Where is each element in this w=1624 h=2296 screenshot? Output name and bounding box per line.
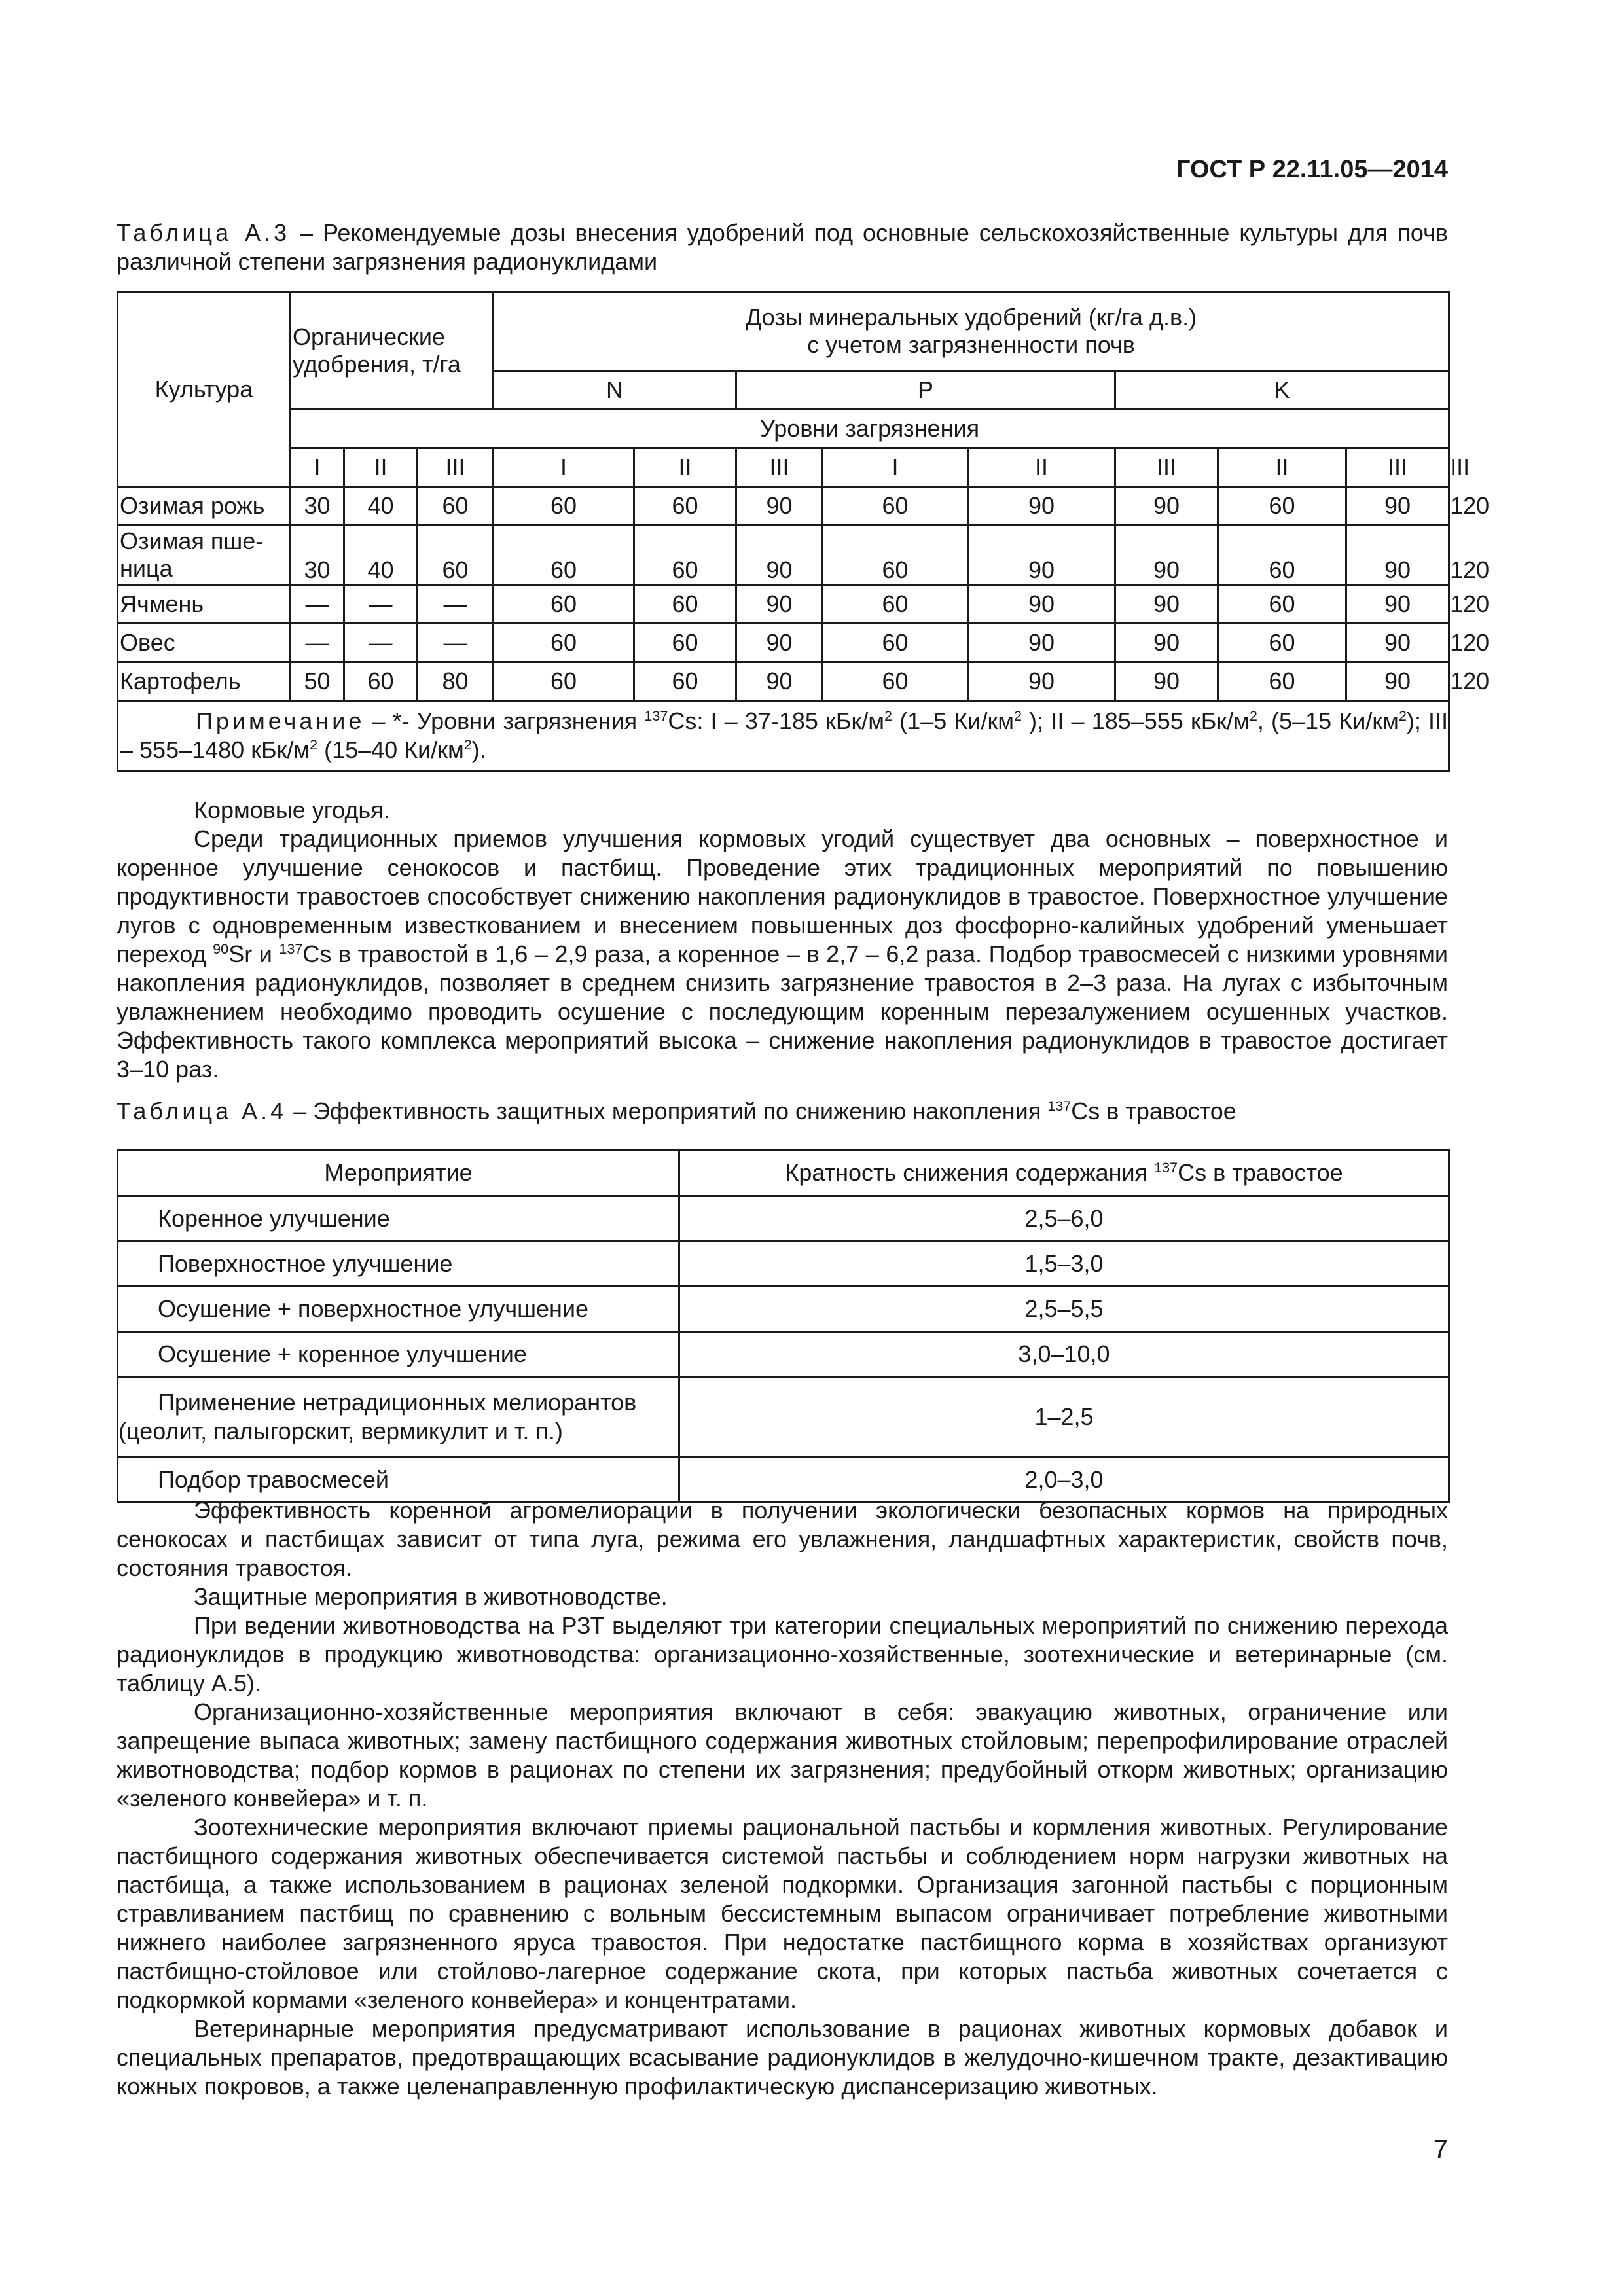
- value-cell: 90: [736, 624, 823, 662]
- crop-cell: Картофель: [118, 662, 291, 701]
- value-cell: 90: [1346, 526, 1449, 585]
- value-cell: 60: [494, 662, 634, 701]
- level-label: III: [736, 448, 823, 487]
- value-cell: 60: [634, 585, 736, 624]
- paragraph-categories: При ведении животноводства на РЗТ выделяют три категории специальных мероприятий по снижению перехода радионуклидов в продукцию животноводства: организационно-хозяйственные, зоотехнические и ветеринарные (см. таблицу А.5).: [117, 1612, 1448, 1696]
- value-cell: 60: [1218, 585, 1346, 624]
- value-cell: 60: [1218, 487, 1346, 526]
- measure-cell: Подбор травосмесей: [118, 1458, 679, 1503]
- table-row: Овес — — — 60 60 90 60 90 90 60 90 120: [118, 624, 1449, 662]
- paragraph-organizational: Организационно-хозяйственные мероприятия включают в себя: эвакуацию животных, ограничение или запрещение выпаса животных; замену пастбищного содержания животных стойловым; перепрофилирование отраслей животноводства; подбор кормов в рационах по степени их загрязнения; предубойный откорм животных; организацию «зеленого конвейера» и т. п.: [117, 1698, 1448, 1812]
- value-cell: 60: [344, 662, 418, 701]
- value-cell: 60: [634, 487, 736, 526]
- value-cell: 90: [736, 487, 823, 526]
- table-row: [118, 1377, 1449, 1458]
- value-cell: —: [344, 624, 418, 662]
- value-cell: 50: [291, 662, 344, 701]
- value-cell: 60: [494, 624, 634, 662]
- value-cell: 90: [736, 662, 823, 701]
- paragraph-text: Среди традиционных приемов улучшения кормовых угодий существует два основных – поверхностное и коренное улучшение сенокосов и пастбищ. Проведение этих традиционных мероприятий по повышению продуктивности травостоев способствует снижению накопления радионуклидов в травостое. Поверхностное улучшение лугов с одновременным известкованием и внесением повышенных доз фосфорно-калийных удобрений уменьшает переход: [117, 825, 1448, 967]
- level-label: III: [1346, 448, 1449, 487]
- table-a4: [117, 1149, 1450, 1503]
- measure-cell: [118, 1377, 679, 1458]
- note-label: Примечание: [196, 708, 365, 734]
- value-cell: 90: [1115, 526, 1218, 585]
- note-text: ); III – 555–1480 кБк/м: [120, 708, 1449, 763]
- table-row: [118, 1196, 1449, 1242]
- measure-cell-line1: Применение нетрадиционных мелиорантов: [158, 1389, 637, 1416]
- paragraph-zootechnical: Зоотехнические мероприятия включают приемы рациональной пастьбы и кормления животных. Регулирование пастбищного содержания животных обеспечивается системой пастьбы и соблюдением норм нагрузки животных на пастбища, а также использованием в рационах зеленой подкормки. Организация загонной пастьбы с порционным стравливанием пастбищ по сравнению с вольным бессистемным выпасом ограничивает потребление животными нижнего наиболее загрязненного яруса травостоя. При недостатке пастбищного корма в хозяйствах организуют пастбищно-стойловое или стойлово-лагерное содержание скота, при которых пастьба животных сочетается с подкормкой кормами «зеленого конвейера» и концентратами.: [117, 1814, 1448, 2013]
- level-label: III: [418, 448, 494, 487]
- col-measure-header: Мероприятие: [118, 1150, 679, 1196]
- value-cell: 90: [1346, 585, 1449, 624]
- measure-cell-line2: (цеолит, палыгорскит, вермикулит и т. п.): [118, 1418, 563, 1444]
- document-code: ГОСТ Р 22.11.05—2014: [1176, 156, 1448, 183]
- crop-cell-line2: ница: [120, 555, 173, 582]
- value-cell: 60: [634, 662, 736, 701]
- value-cell: 30: [291, 487, 344, 526]
- forage-heading: Кормовые угодья.: [194, 797, 390, 823]
- value-cell: 40: [344, 526, 418, 585]
- livestock-heading: Защитные мероприятия в животноводстве.: [194, 1583, 668, 1610]
- superscript: 137: [1154, 1159, 1178, 1175]
- value-cell: —: [291, 585, 344, 624]
- value-cell: 90: [968, 624, 1115, 662]
- table-a3-caption-label: Таблица А.3: [117, 219, 291, 246]
- note-text: , (5–15 Ки/км: [1257, 708, 1399, 734]
- value-cell: 90: [968, 662, 1115, 701]
- header-text: Кратность снижения содержания: [785, 1159, 1155, 1186]
- col-mineral-header-line1: Дозы минеральных удобрений (кг/га д.в.): [746, 304, 1197, 331]
- value-cell: 90: [1115, 662, 1218, 701]
- col-ratio-header: [679, 1150, 1449, 1196]
- levels-header: Уровни загрязнения: [291, 410, 1449, 448]
- value-cell: 60: [494, 585, 634, 624]
- table-a4-caption-label: Таблица А.4: [117, 1098, 287, 1124]
- value-cell: 90: [1346, 487, 1449, 526]
- table-row: [118, 1332, 1449, 1377]
- value-cell: 60: [1218, 662, 1346, 701]
- ratio-cell: 3,0–10,0: [679, 1332, 1449, 1377]
- crop-cell-line1: Озимая пше-: [120, 528, 264, 554]
- value-cell: —: [344, 585, 418, 624]
- value-cell: 90: [1346, 662, 1449, 701]
- table-a3: Культура Органические удобрения, т/га Дозы минеральных удобрений (кг/га д.в.) с учетом загрязненности почв N P K Уровни загрязнения I II III I II III I II III II III III Озимая рожь 30 40 60 60 60 90 60 90 90 60 90 120 Озимая пше- ница 30 40 60 60 60 90 60 90 90 60 90 120 Ячмень — — — 60 60 90 60 90 90 60 90 120 Овес — — — 60 60 90 60 90 90 60 90 120 Картофель 50 60 80 60 60 90 60 90 90 60 90 120 Примечание – *- Уровни загрязнения $^{137}$Cs: I – 37-185 кБк/$м^2$ (1–5 $Ки/км^2$ ); II – 185–555 кБк/$м^2$, (5–15 $Ки/км^2$); III – 555–1480 кБк/$м^2$ (15–40 $Ки/км^2$).: [117, 291, 1450, 772]
- value-cell: 60: [494, 526, 634, 585]
- nutrient-p-header: P: [736, 371, 1115, 410]
- measure-cell: Поверхностное улучшение: [118, 1242, 679, 1287]
- table-row: Картофель 50 60 80 60 60 90 60 90 90 60 90 120: [118, 662, 1449, 701]
- note-text: Cs: I – 37-185 кБк/м: [668, 708, 884, 734]
- crop-cell: [118, 526, 291, 585]
- value-cell: 90: [968, 585, 1115, 624]
- note-superscript: 2: [1398, 708, 1407, 724]
- paragraph-text: Cs в травостой в 1,6 – 2,9 раза, а коренное – в 2,7 – 6,2 раза. Подбор травосмесей с низкими уровнями накопления радионуклидов, позволяет в среднем снизить загрязнение травостоя в 2–3 раза. На лугах с избыточным увлажнением необходимо проводить осушение с последующим коренным перезалужением осушенных участков. Эффективность такого комплекса мероприятий высока – снижение накопления радионуклидов в травостое достигает 3–10 раз.: [117, 941, 1448, 1083]
- value-cell: 60: [823, 526, 968, 585]
- table-row: [118, 1242, 1449, 1287]
- table-a4-caption-text: – Эффективность защитных мероприятий по снижению накопления: [287, 1098, 1048, 1124]
- table-a4-caption: [117, 1097, 1448, 1126]
- value-cell: 60: [418, 487, 494, 526]
- value-cell: 30: [291, 526, 344, 585]
- value-cell: 60: [823, 624, 968, 662]
- note-superscript: 2: [463, 736, 472, 753]
- level-label: II: [634, 448, 736, 487]
- paragraph-agromelioration: Эффективность коренной агромелиорации в получении экологически безопасных кормов на природных сенокосах и пастбищах зависит от типа луга, режима его увлажнения, ландшафтных характеристик, свойств почв, состояния травостоя.: [117, 1497, 1448, 1581]
- table-row: Озимая рожь 30 40 60 60 60 90 60 90 90 60 90 120: [118, 487, 1449, 526]
- ratio-cell: 1–2,5: [679, 1377, 1449, 1458]
- value-cell: 60: [823, 487, 968, 526]
- crop-cell: Ячмень: [118, 585, 291, 624]
- value-cell: 80: [418, 662, 494, 701]
- note-superscript: 2: [310, 736, 318, 753]
- value-cell: 60: [1218, 624, 1346, 662]
- level-label: I: [494, 448, 634, 487]
- ratio-cell: 2,5–6,0: [679, 1196, 1449, 1242]
- table-row: Озимая пше- ница 30 40 60 60 60 90 60 90 90 60 90 120: [118, 526, 1449, 585]
- value-cell: —: [291, 624, 344, 662]
- superscript: 137: [279, 941, 303, 957]
- value-cell: 90: [1346, 624, 1449, 662]
- value-cell: 60: [1218, 526, 1346, 585]
- note-text: ); II – 185–555 кБк/м: [1022, 708, 1250, 734]
- note-text: (15–40 Ки/км: [317, 736, 464, 763]
- value-cell: 60: [634, 526, 736, 585]
- value-cell: 60: [418, 526, 494, 585]
- level-label: I: [291, 448, 344, 487]
- value-cell: 60: [494, 487, 634, 526]
- value-cell: 60: [823, 585, 968, 624]
- measure-cell: Коренное улучшение: [118, 1196, 679, 1242]
- col-organic-header: Органические удобрения, т/га: [291, 292, 494, 410]
- value-cell: 90: [1115, 585, 1218, 624]
- col-crop-header: Культура: [118, 292, 291, 487]
- note-text: – *- Уровни загрязнения: [365, 708, 645, 734]
- level-label: II: [1218, 448, 1346, 487]
- value-cell: 90: [968, 526, 1115, 585]
- table-row: [118, 1287, 1449, 1332]
- level-label: II: [344, 448, 418, 487]
- value-cell: 90: [736, 526, 823, 585]
- crop-cell: Озимая рожь: [118, 487, 291, 526]
- note-superscript: 2: [884, 708, 893, 724]
- value-cell: 90: [1115, 487, 1218, 526]
- table-a3-caption-text: – Рекомендуемые дозы внесения удобрений под основные сельскохозяйственные культуры для почв различной степени загрязнения радионуклидами: [117, 219, 1448, 275]
- value-cell: 90: [1115, 624, 1218, 662]
- value-cell: 60: [823, 662, 968, 701]
- crop-cell: Овес: [118, 624, 291, 662]
- forage-paragraph: [117, 825, 1448, 1084]
- ratio-cell: 2,5–5,5: [679, 1287, 1449, 1332]
- paragraph-veterinary: Ветеринарные мероприятия предусматривают использование в рационах животных кормовых добавок и специальных препаратов, предотвращающих всасывание радионуклидов в желудочно-кишечном тракте, дезактивацию кожных покровов, а также целенаправленную профилактическую диспансеризацию животных.: [117, 2015, 1448, 2100]
- value-cell: 90: [968, 487, 1115, 526]
- value-cell: 40: [344, 487, 418, 526]
- header-text: Cs в травостое: [1178, 1159, 1343, 1186]
- level-label: III: [1115, 448, 1218, 487]
- page-number: 7: [1433, 2135, 1448, 2164]
- col-mineral-header-line2: с учетом загрязненности почв: [807, 331, 1135, 358]
- value-cell: —: [418, 585, 494, 624]
- table-a4-caption-text: Cs в травостое: [1071, 1098, 1236, 1124]
- table-row: Ячмень — — — 60 60 90 60 90 90 60 90 120: [118, 585, 1449, 624]
- value-cell: —: [418, 624, 494, 662]
- measure-cell: Осушение + поверхностное улучшение: [118, 1287, 679, 1332]
- superscript: 90: [213, 941, 229, 957]
- col-mineral-header: [494, 292, 1449, 371]
- note-text: ).: [471, 736, 486, 763]
- note-superscript: 137: [644, 708, 668, 724]
- note-text: (1–5 Ки/км: [892, 708, 1014, 734]
- table-a3-caption: [117, 219, 1448, 276]
- measure-cell: Осушение + коренное улучшение: [118, 1332, 679, 1377]
- note-superscript: 2: [1249, 708, 1257, 724]
- ratio-cell: 1,5–3,0: [679, 1242, 1449, 1287]
- value-cell: 60: [634, 624, 736, 662]
- nutrient-k-header: K: [1115, 371, 1449, 410]
- superscript: 137: [1047, 1098, 1072, 1114]
- nutrient-n-header: N: [494, 371, 736, 410]
- ratio-cell: 2,0–3,0: [679, 1458, 1449, 1503]
- note-superscript: 2: [1013, 708, 1022, 724]
- paragraph-text: Sr и: [228, 941, 280, 967]
- value-cell: 90: [736, 585, 823, 624]
- table-a3-note: [118, 701, 1449, 771]
- level-label: II: [968, 448, 1115, 487]
- level-label: I: [823, 448, 968, 487]
